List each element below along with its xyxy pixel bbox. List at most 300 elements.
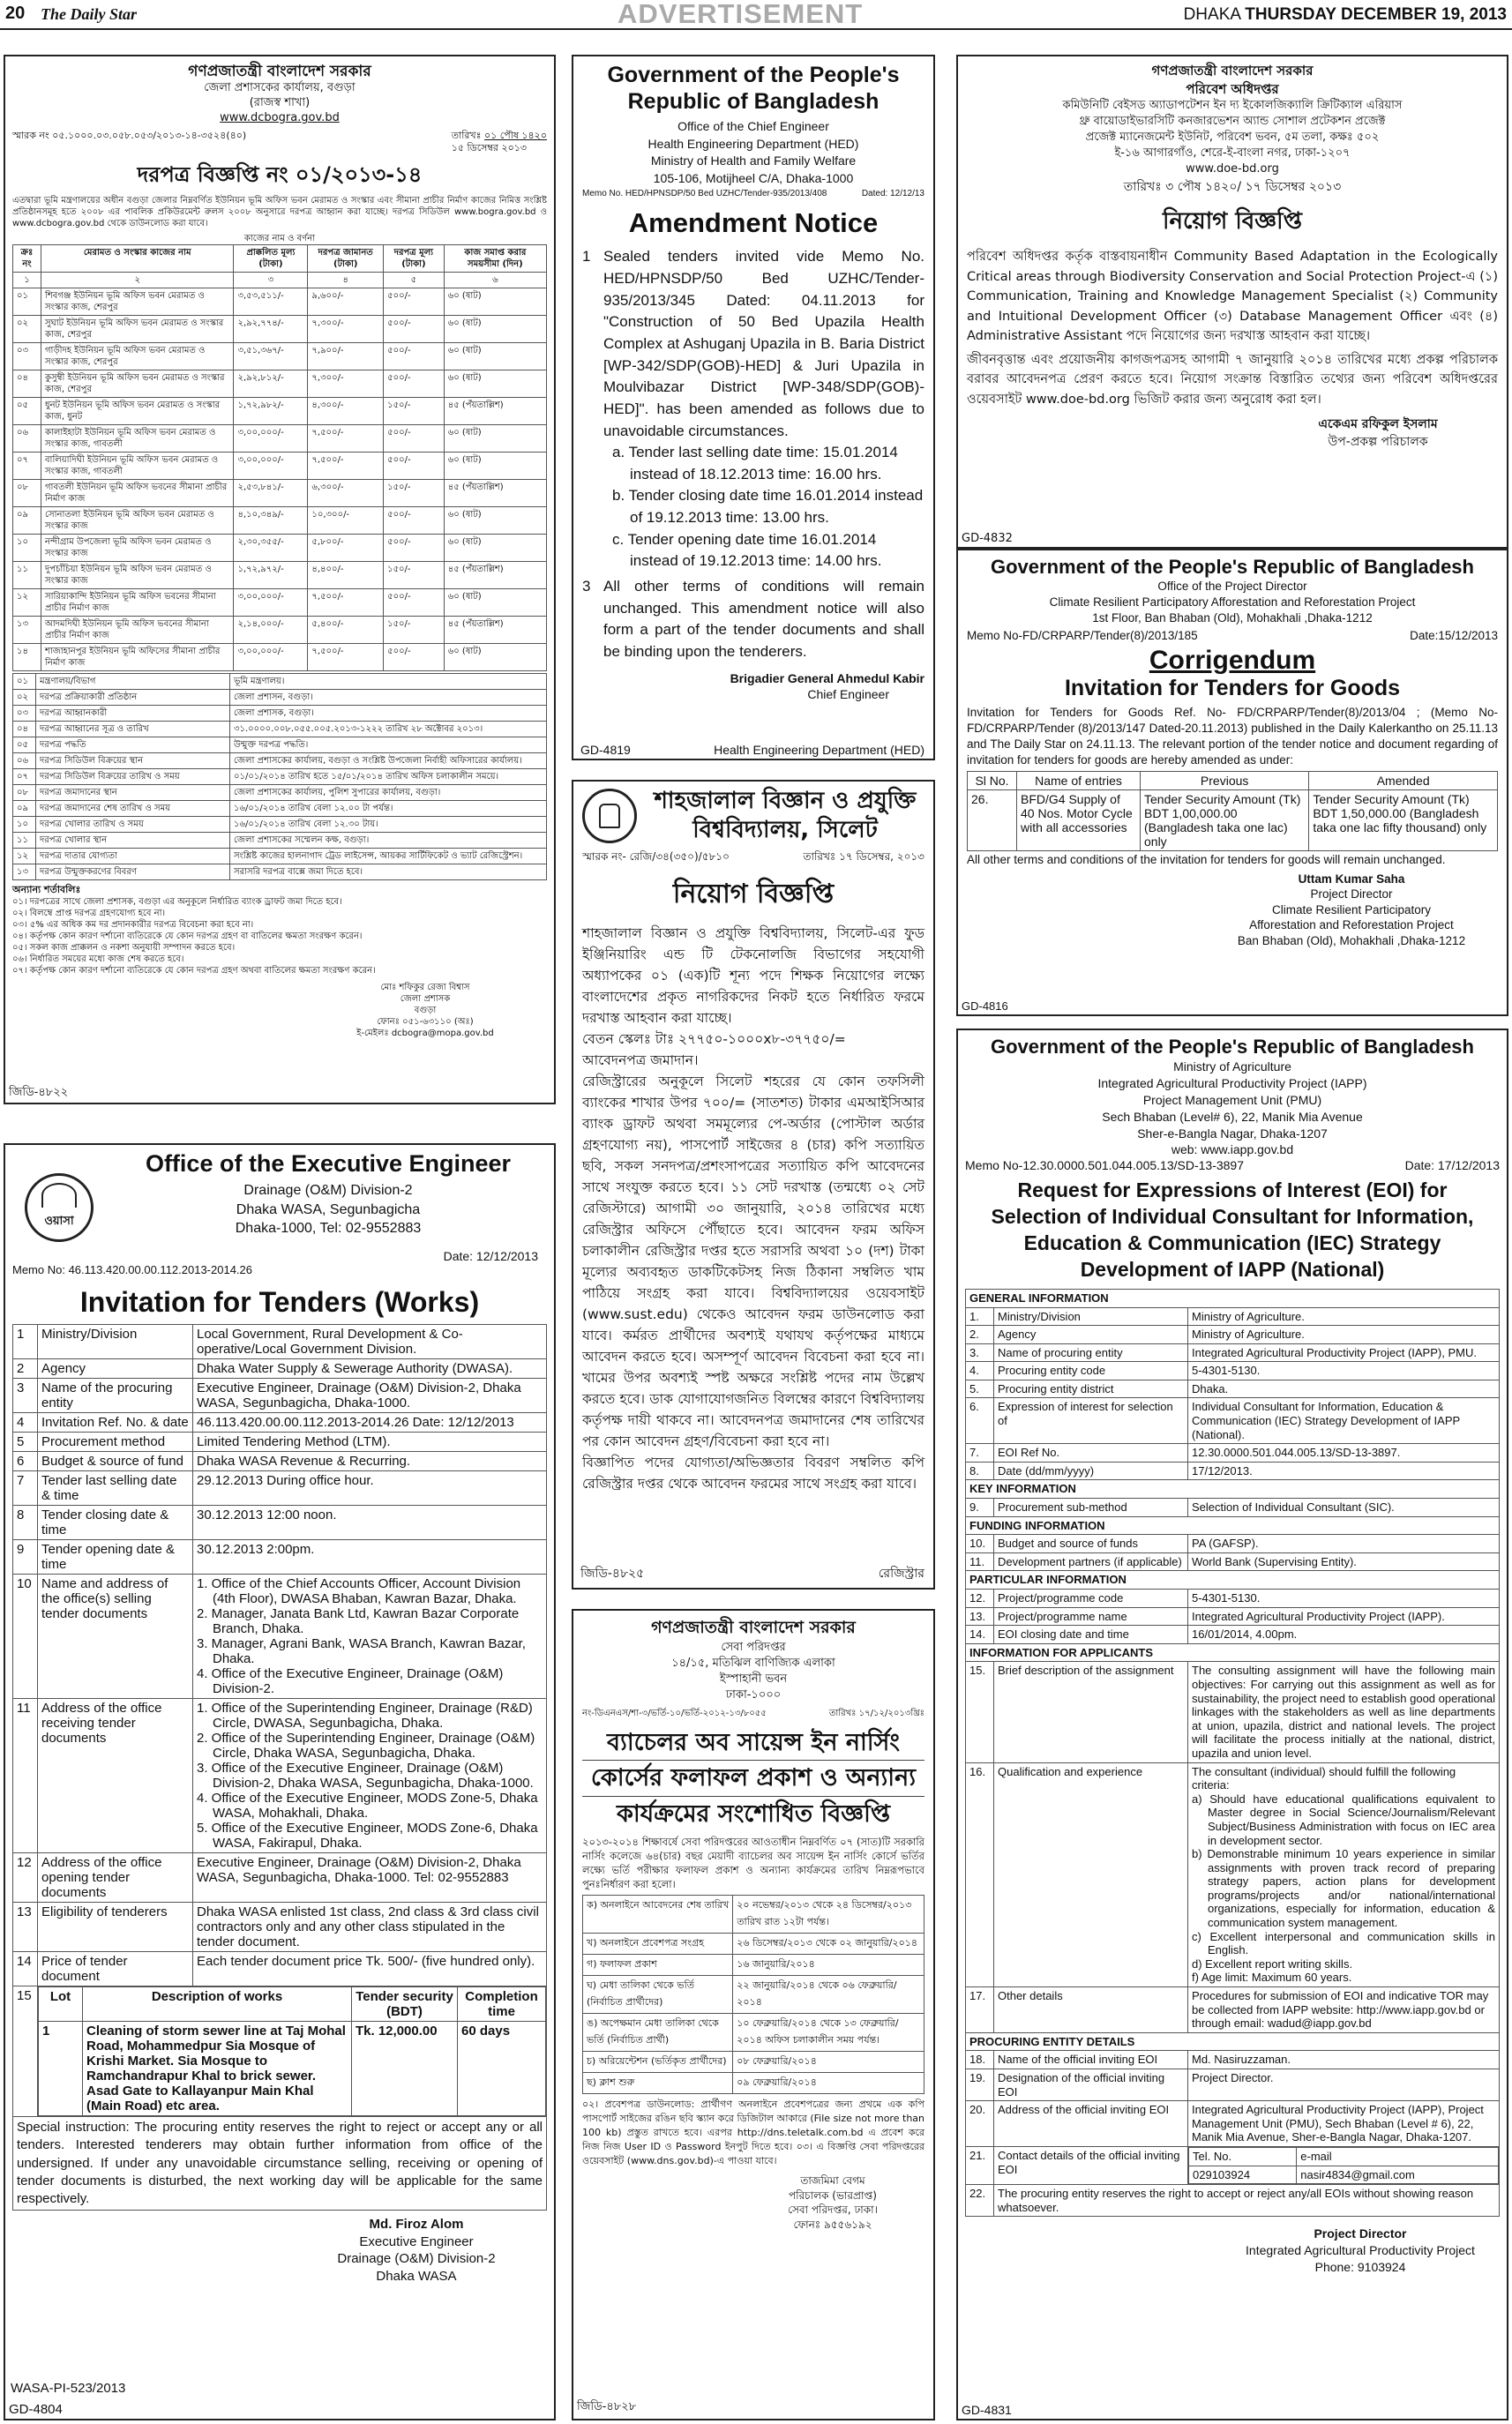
table-cell: 6.	[966, 1398, 994, 1444]
table-cell: 4.	[966, 1362, 994, 1380]
table-cell: দরপত্র পদ্ধতি	[36, 737, 230, 752]
table-cell: Designation of the official inviting EOI	[994, 2069, 1188, 2101]
ad5-works-table	[38, 1986, 546, 2116]
table-cell: 14.	[966, 1626, 994, 1644]
city: DHAKA	[1183, 5, 1240, 24]
ad8-row-17	[966, 1987, 1500, 2033]
table-cell: ১০,৩০০/-	[308, 506, 384, 534]
table-row	[13, 397, 547, 424]
office-item: 4. Office of the Executive Engineer, Drainage (O&M) Division-2.	[197, 1666, 504, 1696]
ad8-tel: 029103924	[1189, 2166, 1297, 2184]
term-item: ০৭। কর্তৃপক্ষ কোন কারণ দর্শানো ব্যতিরেকে যে কোন দরপত্র গ্রহণ অথবা বাতিলের ক্ষমতা সংরক্ষণ করেন।	[12, 965, 376, 976]
ad7-heading: Corrigendum	[1149, 645, 1316, 675]
table-row	[13, 370, 547, 397]
table-row	[13, 1506, 547, 1540]
table-cell: ৬০ (ষাট)	[444, 643, 546, 670]
table-row	[13, 315, 547, 342]
table-cell: সরাসরি দরপত্র বাক্সে জমা দিতে হবে।	[230, 864, 547, 879]
table-cell: ৬০ (ষাট)	[444, 288, 546, 315]
ad2-heading: Amendment Notice	[628, 207, 879, 239]
ad6-l6: ই-১৬ আগারগাঁও, শেরে-ই-বাংলা নগর, ঢাকা-১২০৭	[1114, 146, 1351, 161]
info-row	[13, 705, 547, 721]
sust-logo-icon	[582, 789, 637, 843]
table-cell: Development partners (if applicable)	[994, 1552, 1188, 1571]
table-header-cell: Previous	[1141, 771, 1309, 789]
table-row	[13, 506, 547, 534]
ad4-l2: সেবা পরিদপ্তর	[721, 1640, 786, 1654]
ad8-r21-label: Contact details of the official inviting EOI	[994, 2146, 1188, 2184]
ad1-signer-name: মোঃ শফিকুর রেজা বিশ্বাস	[380, 982, 470, 992]
table-cell: Project/programme name	[994, 1607, 1188, 1626]
table-cell: ভূমি মন্ত্রণালয়।	[230, 673, 547, 689]
table-cell: ০২	[13, 689, 36, 705]
ad8-signer-org: Integrated Agricultural Productivity Project	[1246, 2243, 1475, 2258]
schedule-cell: ২৬ ডিসেম্বর/২০১৩ থেকে ০২ জানুয়ারি/২০১৪	[733, 1934, 924, 1955]
page-number: 20	[5, 4, 26, 23]
table-row	[966, 1444, 1500, 1463]
amendment-item: c. Tender opening date time 16.01.2014 instead of 19.12.2013 time: 14.00 hrs.	[612, 530, 882, 570]
table-cell: ১০	[13, 534, 41, 561]
table-cell: Executive Engineer, Drainage (O&M) Division-2, Dhaka WASA, Segunbagicha, Dhaka-1000. Tel: 02-9552883	[193, 1853, 547, 1903]
table-cell: 3	[13, 1379, 38, 1413]
ad2-memo: Memo No. HED/HPNSDP/50 Bed UZHC/Tender-935/2013/408	[582, 189, 827, 199]
ad3-code: জিডি-৪৮২৫	[580, 1567, 645, 1581]
table-cell: 9.	[966, 1499, 994, 1517]
table-cell: দরপত্র জমাদানের স্থান	[36, 784, 230, 800]
ad3-date: তারিখঃ ১৭ ডিসেম্বর, ২০১৩	[803, 850, 924, 863]
table-cell: ০৩	[13, 705, 36, 721]
ad4-intro: ২০১৩-২০১৪ শিক্ষাবর্ষে সেবা পরিদপ্তরের আওতাধীন নিম্নবর্ণিত ০৭ (সাত)টি সরকারি নার্সিং কলেজে ৬৪(চার) বছর মেয়াদী ব্যাচেলর অব সায়েন্স ইন নার্সিং কোর্সে ভর্তির লক্ষ্যে ভর্তি পরীক্ষার ফলাফল প্রকাশ ও অন্যান্য কার্যক্রমের তারিখ নিম্নরূপভাবে পুনঃনির্ধারণ করা হলো।	[582, 1835, 924, 1891]
table-cell: ১১	[13, 832, 36, 848]
table-cell: গাড়ীদহ ইউনিয়ন ভূমি অফিস ভবন মেরামত ও সংস্কার কাজ, শেরপুর	[41, 342, 233, 370]
table-row	[13, 588, 547, 616]
table-cell: 5	[13, 1433, 38, 1452]
table-cell: দরপত্র জমাদানের শেষ তারিখ ও সময়	[36, 800, 230, 816]
table-row	[13, 1325, 547, 1359]
table-cell: ১,৭২,৯৭২/-	[234, 561, 308, 588]
works-header-cell: Lot	[39, 1987, 83, 2022]
office-item: 2. Manager, Janata Bank Ltd, Kawran Bazar Corporate Branch, Dhaka.	[197, 1606, 520, 1636]
ad1-works-table	[12, 244, 547, 671]
table-row	[13, 561, 547, 588]
table-index-cell: ১	[13, 272, 41, 288]
table-cell: 30.12.2013 12:00 noon.	[193, 1506, 547, 1540]
ad5-works-cell	[38, 1986, 547, 2117]
ad5-signer-org: Dhaka WASA	[376, 2268, 457, 2284]
office-item: 3. Office of the Executive Engineer, Drainage (O&M) Division-2, Dhaka WASA, Segunbagicha, Dhaka-1000.	[197, 1761, 534, 1791]
table-cell: PA (GAFSP).	[1188, 1535, 1500, 1553]
ad8-row-22	[966, 2185, 1500, 2217]
ad8-l2: Integrated Agricultural Productivity Project (IAPP)	[1097, 1075, 1367, 1090]
ad1-web[interactable]: www.dcbogra.gov.bd	[220, 110, 340, 124]
table-index-cell: ৪	[308, 272, 384, 288]
table-cell: ২,৫৩,৮৪১/-	[234, 479, 308, 506]
ad8-r16-num: 16.	[966, 1762, 994, 1987]
table-header-cell: কাজ সমাপ্ত করার সময়সীমা (দিন)	[444, 244, 546, 272]
ad3-fee-label: আবেদনপত্র জমাদান।	[582, 1052, 699, 1069]
table-cell: শাজাহানপুর ইউনিয়ন ভূমি অফিসের সীমানা প্রাচীর নির্মাণ কাজ	[41, 643, 233, 670]
table-cell: ১৬/০১/২০১৪ তারিখ বেলা ১২.০০ টা পর্যন্ত।	[230, 800, 547, 816]
ad3-memo: স্মারক নং- রেজি/৩৪(৩৫০)/৫৮১০	[582, 850, 730, 863]
schedule-cell: খ) অনলাইনে প্রবেশপত্র সংগ্রহ	[583, 1934, 733, 1955]
table-cell: 3.	[966, 1343, 994, 1362]
ad3-p3: বিজ্ঞাপিত পদের যোগ্যতা/অভিজ্ঞতার বিবরণ সম্বলিত কপি রেজিস্ট্রার দপ্তর থেকে আবেদন ফরমের সাথে সংগ্রহ করা যাবে।	[582, 1455, 924, 1493]
table-cell: Dhaka.	[1188, 1380, 1500, 1398]
ad8-r16-label: Qualification and experience	[994, 1762, 1188, 1987]
ad8-r17-value: Procedures for submission of EOI and indicative TOR may be collected from IAPP website: http://www.iapp.gov.bd or through email: wadud@iapp.gov.bd	[1188, 1987, 1500, 2033]
ad5-r11-num: 11	[13, 1699, 38, 1853]
table-header-cell: দরপত্র মূল্য (টাকা)	[384, 244, 445, 272]
ad7-l2: Climate Resilient Participatory Afforestation and Reforestation Project	[1049, 595, 1416, 610]
table-cell: ২,৯২,৮১২/-	[234, 370, 308, 397]
info-row	[13, 800, 547, 816]
works-cell: Cleaning of storm sewer line at Taj Mohal Road, Mohammedpur Sia Mosque of Krishi Market. Sia Mosque to Ramchandrapur Khal to brick sewer. Asad Gate to Kallayanpur Main Khal (Main Road) etc area.	[83, 2022, 352, 2116]
table-row	[13, 1540, 547, 1575]
ad6-l5: প্রজেক্ট ম্যানেজমেন্ট ইউনিট, পরিবেশ ভবন, ৫ম তলা, কক্ষঃ ৫০২	[1085, 131, 1380, 145]
ad8-r17-label: Other details	[994, 1987, 1188, 2033]
ad8-email-label: e-mail	[1297, 2147, 1499, 2166]
table-row	[966, 2051, 1500, 2069]
ad8-sec-entity: PROCURING ENTITY DETAILS	[966, 2032, 1500, 2051]
office-item: 2. Office of the Superintending Engineer, Drainage (O&M) Circle, Dhaka WASA, Segunbagicha, Dhaka.	[197, 1731, 535, 1761]
info-row	[13, 832, 547, 848]
table-cell: ৬০ (ষাট)	[444, 342, 546, 370]
ad7-code: GD-4816	[962, 999, 1008, 1013]
table-row	[13, 643, 547, 670]
ad7-l3: 1st Floor, Ban Bhaban (Old), Mohakhali ,Dhaka-1212	[1092, 611, 1373, 625]
table-cell: 46.113.420.00.00.112.2013-2014.26 Date: 12/12/2013	[193, 1413, 547, 1433]
table-cell: উন্মুক্ত দরপত্র পদ্ধতি।	[230, 737, 547, 752]
table-cell: Invitation Ref. No. & date	[38, 1413, 193, 1433]
table-cell: Dhaka Water Supply & Sewerage Authority (DWASA).	[193, 1359, 547, 1379]
info-row	[13, 673, 547, 689]
table-header-cell: দরপত্র জামানত (টাকা)	[308, 244, 384, 272]
table-row	[966, 1362, 1500, 1380]
ad1-line1: গণপ্রজাতন্ত্রী বাংলাদেশ সরকার	[188, 63, 371, 80]
ad7-date: Date:15/12/2013	[1410, 628, 1498, 642]
table-cell: Project Director.	[1188, 2069, 1500, 2101]
schedule-cell: ক) অনলাইনে আবেদনের শেষ তারিখ	[583, 1896, 733, 1934]
table-cell: সংশ্লিষ্ট কাজের হালনাগাদ ট্রেড লাইসেন্স, আয়কর সার্টিফিকেট ও ভ্যাট রেজিস্ট্রেশন।	[230, 848, 547, 864]
table-cell: ৩,০০,০০০/-	[234, 588, 308, 616]
ad8-title: Government of the People's Republic of Bangladesh	[991, 1036, 1474, 1058]
table-cell: 1	[13, 1325, 38, 1359]
table-row	[13, 479, 547, 506]
ad4-heading3: কার্যক্রমের সংশোধিত বিজ্ঞপ্তি	[616, 1799, 891, 1828]
table-cell: Name of the official inviting EOI	[994, 2051, 1188, 2069]
ad5-works-num: 15	[13, 1986, 38, 2117]
table-cell: আদমদিঘী ইউনিয়ন ভূমি অফিস ভবনের সীমানা প্রাচীর নির্মাণ কাজ	[41, 616, 233, 643]
table-cell: ০৭	[13, 452, 41, 479]
schedule-cell: গ) ফলাফল প্রকাশ	[583, 1955, 733, 1976]
ad-sust-recruitment	[572, 780, 935, 1590]
table-cell: Ministry of Agriculture.	[1188, 1307, 1500, 1326]
ad1-info-table	[12, 673, 547, 880]
schedule-row	[583, 1976, 924, 2014]
table-cell: ৫০০/-	[384, 370, 445, 397]
ad5-memo: Memo No: 46.113.420.00.00.112.2013-2014.26	[12, 1263, 253, 1276]
table-cell: ৪,৩০০/-	[308, 397, 384, 424]
ad1-intro: এতদ্বারা ভূমি মন্ত্রণালয়ের অধীন বগুড়া জেলার নিম্নবর্ণিত ইউনিয়ন ভূমি অফিস ভবন মেরামত ও সংস্কার এবং সীমানা প্রাচীর নির্মাণ কাজের নিমিত্ত সংশ্লিষ্ট প্রতিষ্ঠানসমূহ হতে ২০০৮ এর পাবলিক প্রকিউরমেন্ট রুলস ২০০৮ অনুসারে দরপত্র আহ্বান করা যাচ্ছে। দরপত্র সিডিউল www.bogra.gov.bd ও www.dcbogra.gov.bd থেকে ডাউনলোড করা যাবে।	[12, 195, 547, 228]
ad8-l5: Sher-e-Bangla Nagar, Dhaka-1207	[1137, 1126, 1328, 1141]
works-cell: Tk. 12,000.00	[352, 2022, 458, 2116]
table-cell: 8	[13, 1506, 38, 1540]
ad2-l2: Health Engineering Department (HED)	[647, 136, 859, 151]
table-cell: ৫০০/-	[384, 643, 445, 670]
schedule-cell: ২২ জানুয়ারি/২০১৪ থেকে ০৬ ফেব্রুয়ারি/২০১৪	[733, 1976, 924, 2014]
table-cell: Executive Engineer, Drainage (O&M) Division-2, Dhaka WASA, Segunbagicha, Dhaka-1000.	[193, 1379, 547, 1413]
ad3-title2: বিশ্ববিদ্যালয়, সিলেট	[692, 816, 878, 843]
table-cell: Address of the office opening tender documents	[38, 1853, 193, 1903]
page-header	[0, 0, 1512, 30]
table-cell: ৬,৩০০/-	[308, 479, 384, 506]
ad8-r21-num: 21.	[966, 2146, 994, 2184]
table-cell: Procuring entity district	[994, 1380, 1188, 1398]
ad6-l1: গণপ্রজাতন্ত্রী বাংলাদেশ সরকার	[1151, 63, 1314, 79]
table-cell: ১৫০/-	[384, 616, 445, 643]
table-cell: ৬০ (ষাট)	[444, 452, 546, 479]
office-item: 4. Office of the Executive Engineer, MODS Zone-5, Dhaka WASA, Mohakhali, Dhaka.	[197, 1791, 538, 1821]
table-cell: ১৫০/-	[384, 561, 445, 588]
table-cell: 5-4301-5130.	[1188, 1362, 1500, 1380]
table-cell: ০১/০১/২০১৪ তারিখ হতে ১৫/০১/২০১৪ তারিখ অফিস চলাকালীন সময়ে।	[230, 768, 547, 784]
ad8-signer-title: Project Director	[1314, 2226, 1407, 2241]
ad5-l1: Drainage (O&M) Division-2	[243, 1183, 413, 1198]
schedule-row	[583, 2073, 924, 2094]
table-cell: ০৪	[13, 370, 41, 397]
ad4-signer-title: পরিচালক (ভারপ্রাপ্ত)	[789, 2188, 877, 2202]
schedule-row	[583, 2052, 924, 2073]
ad-iapp-eoi	[956, 1029, 1508, 2420]
table-cell: দরপত্র উন্মুক্তকরণের বিবরণ	[36, 864, 230, 879]
table-row	[966, 1535, 1500, 1553]
ad8-row-16	[966, 1762, 1500, 1987]
table-row	[13, 616, 547, 643]
ad4-date: তারিখঃ ১৭/১২/২০১৩খ্রিঃ	[828, 1709, 924, 1719]
ad5-r11-label: Address of the office receiving tender documents	[38, 1699, 193, 1853]
table-cell: ৩,০০,০০০/-	[234, 424, 308, 452]
table-cell: 12	[13, 1853, 38, 1903]
table-cell: Local Government, Rural Development & Co-operative/Local Government Division.	[193, 1325, 547, 1359]
table-cell: Tender closing date & time	[38, 1506, 193, 1540]
ad7-signer-title: Project Director	[1310, 887, 1393, 902]
ad5-special: Special instruction: The procuring entity reserves the right to reject or accept any or all tenders. Interested tenderers may obtain further information from office of the undersigned. If under any unavoidable circumstance selling, receiving or opening of tender documents is disturbed, the next working day will be applicable for the same respectively.	[13, 2117, 547, 2211]
ad8-contact-table	[1188, 2147, 1499, 2184]
ad7-signer-org: Climate Resilient Participatory	[1271, 902, 1432, 916]
table-cell: ০৫	[13, 397, 41, 424]
table-cell: 29.12.2013 During office hour.	[193, 1471, 547, 1506]
table-cell: EOI closing date and time	[994, 1626, 1188, 1644]
ad8-sec-particular: PARTICULAR INFORMATION	[966, 1571, 1500, 1590]
table-cell: 20.	[966, 2101, 994, 2147]
table-cell: BFD/G4 Supply of 40 Nos. Motor Cycle with all accessories	[1017, 789, 1141, 850]
table-cell: Selection of Individual Consultant (SIC).	[1188, 1499, 1500, 1517]
ad8-email[interactable]: nasir4834@gmail.com	[1297, 2166, 1499, 2184]
table-cell: Expression of interest for selection of	[994, 1398, 1188, 1444]
table-cell: ৬০ (ষাট)	[444, 506, 546, 534]
table-cell: জেলা প্রশাসক, বগুড়া।	[230, 705, 547, 721]
table-row	[966, 1462, 1500, 1480]
term-item: ০৩। ৫% এর অধিক কম দর প্রদানকারীর দরপত্র বিবেচনা করা হবে না।	[12, 919, 254, 930]
table-row	[13, 342, 547, 370]
table-row	[13, 1853, 547, 1903]
ad8-r15-value: The consulting assignment will have the following main objectives: For carrying out this assignment as well as for sustainability, the project need to establish good operational linkages with the stakeholders as well as line departments at union, upazila, district and national levels. The project will facilitate the process initially at the national, district, upazila and union level.	[1188, 1662, 1500, 1762]
table-cell: Project/programme code	[994, 1590, 1188, 1608]
table-cell: ০২	[13, 315, 41, 342]
ad2-l4: 105-106, Motijheel C/A, Dhaka-1000	[653, 170, 854, 185]
ad6-date: তারিখঃ ৩ পৌষ ১৪২০/ ১৭ ডিসেম্বর ২০১৩	[1123, 180, 1342, 195]
table-cell: ৭,৩০০/-	[308, 370, 384, 397]
schedule-row	[583, 2014, 924, 2052]
ad1-table-caption: কাজের নাম ও বর্ণনা	[243, 233, 316, 243]
table-cell: নন্দীগ্রাম উপজেলা ভূমি অফিস ভবন মেরামত ও সংস্কার কাজ	[41, 534, 233, 561]
table-cell: ধুনট ইউনিয়ন ভূমি অফিস ভবন মেরামত ও সংস্কার কাজ, ধুনট	[41, 397, 233, 424]
table-cell: ০৫	[13, 737, 36, 752]
table-row	[966, 1398, 1500, 1444]
ad6-l4: থ্রু বায়োডাইভারসিটি কনজারভেশন অ্যান্ড সোশাল প্রটেকশন প্রজেক্ট	[1079, 115, 1386, 129]
ad8-date: Date: 17/12/2013	[1404, 1158, 1500, 1173]
table-cell: ৫,৮০০/-	[308, 534, 384, 561]
schedule-cell: ০৮ ফেব্রুয়ারি/২০১৪	[733, 2052, 924, 2073]
ad5-r10-list	[193, 1575, 547, 1699]
table-cell: ১৩	[13, 616, 41, 643]
ad8-web[interactable]: web: www.iapp.gov.bd	[1171, 1142, 1294, 1157]
table-cell: Integrated Agricultural Productivity Project (IAPP), Project Management Unit (PMU), Sech Bhaban (Level # 6), 22, Manik Mia Avenue, Sher-e-Bangla Nagar, Dhaka-1207.	[1188, 2101, 1500, 2147]
table-cell: 9	[13, 1540, 38, 1575]
table-cell: ৪৫ (পঁয়তাল্লিশ)	[444, 616, 546, 643]
ad5-signer-div: Drainage (O&M) Division-2	[337, 2251, 496, 2267]
ad1-terms-title: অন্যান্য শর্তাবলিঃ	[12, 883, 81, 895]
table-cell: ০৪	[13, 721, 36, 737]
amendment-item: a. Tender last selling date time: 15.01.2014 instead of 18.12.2013 time: 16.00 hrs.	[612, 444, 898, 483]
table-cell: মন্ত্রণালয়/বিভাগ	[36, 673, 230, 689]
ad5-signer: Md. Firoz Alom	[369, 2217, 464, 2233]
ad-wasa-tenders	[4, 1143, 556, 2420]
table-cell: ৫০০/-	[384, 534, 445, 561]
table-cell: জেলা প্রশাসকের সম্মেলন কক্ষ, বগুড়া।	[230, 832, 547, 848]
table-row	[966, 1307, 1500, 1326]
table-cell: 5-4301-5130.	[1188, 1590, 1500, 1608]
table-cell: 12.30.0000.501.044.005.13/SD-13-3897.	[1188, 1444, 1500, 1463]
ad6-p1: পরিবেশ অধিদপ্তর কর্তৃক বাস্তবায়নাধীন Community Based Adaptation in the Ecologically Critical areas through Biodiversity Conservation and Social Protection Project-এ (১) Communication, Training and Knowledge Management Specialist (২) Community and Intuitional Development Officer (৩) Database Management Officer এবং (৪) Administrative Assistant পদে নিয়োগের জন্য দরখাস্ত আহবান করা যাচ্ছে।	[967, 250, 1498, 344]
ad6-signer: একেএম রফিকুল ইসলাম	[1318, 417, 1438, 432]
ad8-sec-key: KEY INFORMATION	[966, 1480, 1500, 1499]
table-cell: 14	[13, 1952, 38, 1986]
ad8-row-15	[966, 1662, 1500, 1762]
table-cell: ৬০ (ষাট)	[444, 315, 546, 342]
ad4-l4: ইস্পাহানী ভবন	[719, 1672, 788, 1686]
info-row	[13, 689, 547, 705]
ad6-web[interactable]: www.doe-bd.org	[1186, 162, 1279, 176]
table-cell: ০৮	[13, 479, 41, 506]
schedule-cell: ১০ ফেব্রুয়ারি/২০১৪ থেকে ১৩ ফেব্রুয়ারি/২০১৪ অফিস চলাকালীন সময় পর্যন্ত।	[733, 2014, 924, 2052]
table-cell: Limited Tendering Method (LTM).	[193, 1433, 547, 1452]
ad4-memo: নং-ডিএনএস/শা-৩/ভর্তি-১০/ভর্তি-২০১২-১৩/৮০৫৫	[582, 1709, 767, 1719]
table-cell: Agency	[994, 1326, 1188, 1344]
info-row	[13, 816, 547, 832]
table-cell: Date (dd/mm/yyyy)	[994, 1462, 1188, 1480]
table-cell: ১২	[13, 848, 36, 864]
criteria-item: f) Age limit: Maximum 60 years.	[1192, 1971, 1352, 1985]
info-row	[13, 784, 547, 800]
table-row	[966, 1607, 1500, 1626]
schedule-cell: ঘ) মেধা তালিকা থেকে ভর্তি (নির্বাচিত প্রার্থীদের)	[583, 1976, 733, 2014]
ad8-l3: Project Management Unit (PMU)	[1142, 1092, 1322, 1107]
criteria-item: b) Demonstrable minimum 10 years experience in similar assignments with proven track record of preparing strategy papers, action plans for development programs/projects and/or national/international organizations, especially for information, education & communication system management.	[1192, 1847, 1495, 1930]
table-cell: ৭,৫০০/-	[308, 643, 384, 670]
table-row	[966, 1499, 1500, 1517]
table-cell: 11.	[966, 1552, 994, 1571]
table-row	[13, 1379, 547, 1413]
table-cell: শিবগঞ্জ ইউনিয়ন ভূমি অফিস ভবন মেরামত ও সংস্কার কাজ, শেরপুর	[41, 288, 233, 315]
table-cell: ৭,৯০০/-	[308, 342, 384, 370]
table-cell: ১৪	[13, 643, 41, 670]
term-item: ০১। দরপত্রের সাথে জেলা প্রশাসক, বগুড়া এর অনুকূলে নির্ধারিত ব্যাংক ড্রাফট জমা দিতে হবে।	[12, 896, 342, 907]
term-item: ০৫। সকল কাজ প্রাক্কলন ও নকশা অনুযায়ী সম্পাদন করতে হবে।	[12, 942, 236, 953]
table-cell: 1.	[966, 1307, 994, 1326]
schedule-cell: ছ) ক্লাশ শুরু	[583, 2073, 733, 2094]
table-row	[966, 2101, 1500, 2147]
ad8-r22-num: 22.	[966, 2185, 994, 2217]
table-cell: Tender Security Amount (Tk) BDT 1,00,000.00 (Bangladesh taka one lac) only	[1141, 789, 1309, 850]
term-item: ০২। বিলম্বে প্রাপ্ত দরপত্র গ্রহণযোগ্য হবে না।	[12, 908, 166, 918]
table-cell: ৪৫ (পঁয়তাল্লিশ)	[444, 479, 546, 506]
ad1-date	[452, 130, 547, 155]
term-item: ০৪। কর্তৃপক্ষ কোন কারণ দর্শানো ব্যতিরেকে যে কোন দরপত্র গ্রহণ বা বাতিলের ক্ষমতা সংরক্ষণ করেন।	[12, 931, 363, 941]
table-cell: দুপচাঁচিয়া ইউনিয়ন ভূমি অফিস ভবন মেরামত ও সংস্কার কাজ	[41, 561, 233, 588]
table-row	[966, 1626, 1500, 1644]
ad2-p3: All other terms of conditions will remain unchanged. This amendment notice will also form a part of the tender documents and shall be binding upon the tenderers.	[603, 577, 924, 660]
table-row	[13, 452, 547, 479]
ad5-r11-list	[193, 1699, 547, 1853]
table-cell: ২,১৪,০০০/-	[234, 616, 308, 643]
ad2-code: GD-4819	[580, 743, 631, 757]
table-index-cell: ৬	[444, 272, 546, 288]
ad8-r16-intro: The consultant (individual) should fulfill the following criteria:	[1192, 1764, 1456, 1792]
ad8-sec-applicants: INFORMATION FOR APPLICANTS	[966, 1643, 1500, 1662]
ad7-signer-addr: Ban Bhaban (Old), Mohakhali ,Dhaka-1212	[1237, 933, 1466, 947]
ad5-l2: Dhaka WASA, Segunbagicha	[236, 1201, 421, 1217]
ad-corrigendum	[956, 549, 1508, 1016]
ad2-p1: Sealed tenders invited vide Memo No. HED/HPNSDP/50 Bed UZHC/Tender-935/2013/345 Dated: 04.11.2013 for "Construction of 50 Bed Upazila Health Complex at Ashuganj Upazila in B. Baria District [WP-342/SDP(GOB)-HED] & Juri Upazila in Moulvibazar District [WP-348/SDP(GOB)-HED]". has been amended as follows due to unavoidable circumstances.	[603, 248, 924, 439]
term-item: ০৬। নির্ধারিত সময়ের মধ্যে কাজ শেষ করতে হবে।	[12, 954, 184, 964]
ad1-date2: ১৫ ডিসেম্বর ২০১৩	[451, 142, 528, 154]
table-cell: ০৯	[13, 506, 41, 534]
ad-doe-recruitment	[956, 55, 1508, 549]
table-cell: ৩,০০,০০০/-	[234, 452, 308, 479]
table-cell: ৪,৪০০/-	[308, 561, 384, 588]
wasa-logo-icon	[25, 1173, 94, 1242]
table-cell: ০১	[13, 673, 36, 689]
table-cell: কুসুম্বী ইউনিয়ন ভূমি অফিস ভবন মেরামত ও সংস্কার কাজ, শেরপুর	[41, 370, 233, 397]
table-cell: ০৬	[13, 424, 41, 452]
table-header-cell: মেরামত ও সংস্কার কাজের নাম	[41, 244, 233, 272]
table-cell: ১৫০/-	[384, 479, 445, 506]
section-title: ADVERTISEMENT	[618, 0, 864, 29]
ad5-r10-label: Name and address of the office(s) selling tender documents	[38, 1575, 193, 1699]
ad6-l3: কমিউনিটি বেইসড অ্যাডাপটেশন ইন দ্য ইকোলজিক্যালি ক্রিটিক্যাল এরিয়াস	[1062, 99, 1403, 113]
ad8-sec-funding: FUNDING INFORMATION	[966, 1516, 1500, 1535]
ad2-p3-num: 3	[582, 577, 591, 595]
ad8-r22-text: The procuring entity reserves the right to accept or reject any/all EOIs without showing reason whatsoever.	[994, 2185, 1500, 2217]
ad1-line3: (রাজস্ব শাখা)	[249, 95, 311, 109]
table-row	[13, 1471, 547, 1506]
table-row	[13, 1413, 547, 1433]
table-cell: ৫,৪০০/-	[308, 616, 384, 643]
table-index-cell: ২	[41, 272, 233, 288]
table-cell: 10.	[966, 1535, 994, 1553]
info-row	[13, 721, 547, 737]
